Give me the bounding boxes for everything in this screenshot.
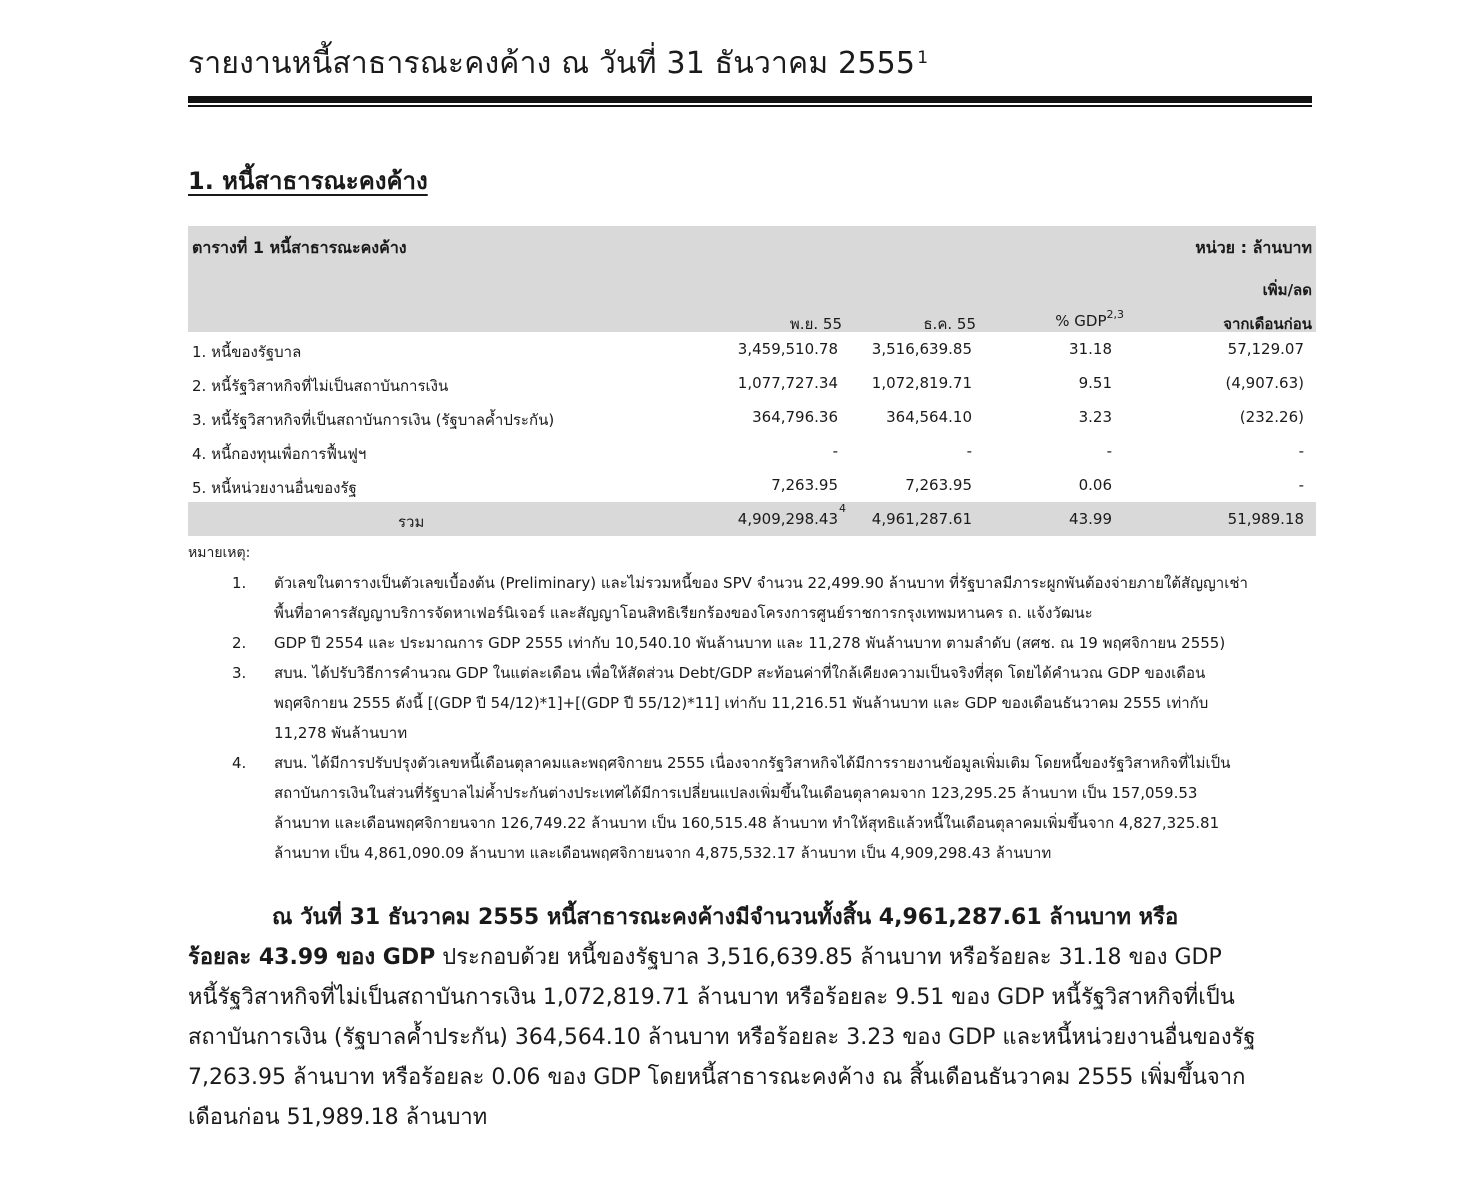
cell-change: (4,907.63) [1225, 374, 1304, 392]
title-footnote-marker: 1 [917, 48, 929, 68]
note-number: 2. [232, 634, 247, 652]
table-row [188, 468, 1316, 502]
table-row [188, 400, 1316, 434]
note-line: ล้านบาท และเดือนพฤศจิกายนจาก 126,749.22 ล้านบาท เป็น 160,515.48 ล้านบาท ทำให้สุทธิแล้วหนี้ในเดือนตุลาคมเพิ่มขึ้นจาก 4,827,325.81 [274, 814, 1220, 832]
summary-line-5: 7,263.95 ล้านบาท หรือร้อยละ 0.06 ของ GDP โดยหนี้สาธารณะคงค้าง ณ สิ้นเดือนธันวาคม 2555 เพิ่มขึ้นจาก [188, 1065, 1246, 1090]
note-item [188, 658, 1318, 748]
note-line: ตัวเลขในตารางเป็นตัวเลขเบื้องต้น (Preliminary) และไม่รวมหนี้ของ SPV จำนวน 22,499.90 ล้านบาท ที่รัฐบาลมีภาระผูกพันต้องจ่ายภายใต้สัญญาเช่า [274, 574, 1248, 592]
note-line: สบน. ได้ปรับวิธีการคำนวณ GDP ในแต่ละเดือน เพื่อให้สัดส่วน Debt/GDP สะท้อนค่าที่ใกล้เคียงความเป็นจริงที่สุด โดยได้คำนวณ GDP ของเดือน [274, 664, 1206, 682]
cell-dec: 7,263.95 [905, 476, 972, 494]
cell-dec: 3,516,639.85 [871, 340, 972, 358]
table-row [188, 366, 1316, 400]
note-text [274, 568, 1314, 628]
note-text [274, 628, 1314, 658]
summary-line-3: หนี้รัฐวิสาหกิจที่ไม่เป็นสถาบันการเงิน 1,072,819.71 ล้านบาท หรือร้อยละ 9.51 ของ GDP หนี้รัฐวิสาหกิจที่เป็น [188, 985, 1235, 1010]
table-body [188, 332, 1316, 536]
cell-gdp: - [1106, 442, 1112, 460]
note-number: 1. [232, 574, 247, 592]
cell-nov: - [832, 442, 838, 460]
table-caption: ตารางที่ 1 หนี้สาธารณะคงค้าง [192, 238, 407, 257]
note-line: สบน. ได้มีการปรับปรุงตัวเลขหนี้เดือนตุลาคมและพฤศจิกายน 2555 เนื่องจากรัฐวิสาหกิจได้มีการรายงานข้อมูลเพิ่มเติม โดยหนี้ของรัฐวิสาหกิจที่ไม่เป็น [274, 754, 1231, 772]
cell-gdp: 0.06 [1078, 476, 1112, 494]
cell-gdp: 43.99 [1069, 510, 1112, 528]
summary-paragraph [188, 898, 1308, 1138]
gdp-footnote-marker: 2,3 [1106, 308, 1124, 321]
row-label: 2. หนี้รัฐวิสาหกิจที่ไม่เป็นสถาบันการเงิน [192, 377, 449, 395]
cell-gdp: 9.51 [1078, 374, 1112, 392]
debt-table [188, 226, 1316, 536]
col-header-change-2: จากเดือนก่อน [1223, 315, 1312, 333]
title-rule-thick [188, 96, 1312, 103]
cell-change: (232.26) [1239, 408, 1304, 426]
summary-line-1: ณ วันที่ 31 ธันวาคม 2555 หนี้สาธารณะคงค้างมีจำนวนทั้งสิ้น 4,961,287.61 ล้านบาท หรือ [272, 905, 1179, 930]
summary-line-6: เดือนก่อน 51,989.18 ล้านบาท [188, 1105, 488, 1130]
note-item [188, 628, 1318, 658]
cell-nov: 7,263.95 [771, 476, 838, 494]
cell-change: 57,129.07 [1227, 340, 1304, 358]
cell-change: 51,989.18 [1227, 510, 1304, 528]
notes-title: หมายเหตุ: [188, 545, 251, 561]
table-row [188, 332, 1316, 366]
col-header-gdp: % GDP$^{2,3}$ [1055, 308, 1124, 330]
summary-line-4: สถาบันการเงิน (รัฐบาลค้ำประกัน) 364,564.10 ล้านบาท หรือร้อยละ 3.23 ของ GDP และหนี้หน่วยงานอื่นของรัฐ [188, 1025, 1256, 1050]
cell-dec: 1,072,819.71 [871, 374, 972, 392]
row-label: รวม [398, 513, 425, 531]
note-item [188, 568, 1318, 628]
note-line: สถาบันการเงินในส่วนที่รัฐบาลไม่ค้ำประกันต่างประเทศได้มีการเปลี่ยนแปลงเพิ่มขึ้นในเดือนตุลาคมจาก 123,295.25 ล้านบาท เป็น 157,059.53 [274, 784, 1198, 802]
note-number: 4. [232, 754, 247, 772]
row-label: 5. หนี้หน่วยงานอื่นของรัฐ [192, 479, 357, 497]
cell-nov: 3,459,510.78 [737, 340, 838, 358]
col-header-change-1: เพิ่ม/ลด [1262, 281, 1312, 299]
cell-dec: 4,961,287.61 [871, 510, 972, 528]
note-line: พื้นที่อาคารสัญญาบริการจัดหาเฟอร์นิเจอร์ และสัญญาโอนสิทธิเรียกร้องของโครงการศูนย์ราชการกรุงเทพมหานคร ถ. แจ้งวัฒนะ [274, 604, 1093, 622]
cell-gdp: 31.18 [1069, 340, 1112, 358]
col-header-nov: พ.ย. 55 [789, 315, 842, 333]
cell-dec: - [966, 442, 972, 460]
cell-gdp: 3.23 [1078, 408, 1112, 426]
page-title: รายงานหนี้สาธารณะคงค้าง ณ วันที่ 31 ธันวาคม 2555 $^1$ [188, 46, 929, 81]
cell-dec: 364,564.10 [886, 408, 972, 426]
note-line: พฤศจิกายน 2555 ดังนี้ [(GDP ปี 54/12)*1]+[(GDP ปี 55/12)*11] เท่ากับ 11,216.51 พันล้านบาท และ GDP ของเดือนธันวาคม 2555 เท่ากับ [274, 694, 1209, 712]
cell-nov: 4,909,298.43 4 [737, 502, 846, 528]
cell-nov: 1,077,727.34 [737, 374, 838, 392]
note-number: 3. [232, 664, 247, 682]
table-row [188, 434, 1316, 468]
row-label: 4. หนี้กองทุนเพื่อการฟื้นฟูฯ [192, 445, 367, 463]
col-header-dec: ธ.ค. 55 [923, 315, 976, 333]
total-footnote-marker: 4 [839, 502, 846, 515]
cell-change: - [1298, 476, 1304, 494]
note-item [188, 748, 1318, 868]
title-rule-thin [188, 105, 1312, 107]
note-line: 11,278 พันล้านบาท [274, 724, 408, 742]
table-header [188, 226, 1316, 332]
table-unit: หน่วย : ล้านบาท [1195, 238, 1312, 257]
row-label: 1. หนี้ของรัฐบาล [192, 343, 302, 361]
table-total-row [188, 502, 1316, 536]
note-text [274, 658, 1314, 748]
note-text [274, 748, 1314, 868]
row-label: 3. หนี้รัฐวิสาหกิจที่เป็นสถาบันการเงิน (รัฐบาลค้ำประกัน) [192, 411, 555, 429]
summary-line-2: ร้อยละ 43.99 ของ GDP ประกอบด้วย หนี้ของรัฐบาล 3,516,639.85 ล้านบาท หรือร้อยละ 31.18 ของ GDP [188, 945, 1222, 970]
section-heading: 1. หนี้สาธารณะคงค้าง [188, 167, 428, 195]
note-line: GDP ปี 2554 และ ประมาณการ GDP 2555 เท่ากับ 10,540.10 พันล้านบาท และ 11,278 พันล้านบาท ตามลำดับ (สศช. ณ 19 พฤศจิกายน 2555) [274, 634, 1226, 652]
cell-nov: 364,796.36 [752, 408, 838, 426]
cell-change: - [1298, 442, 1304, 460]
note-line: ล้านบาท เป็น 4,861,090.09 ล้านบาท และเดือนพฤศจิกายนจาก 4,875,532.17 ล้านบาท เป็น 4,909,298.43 ล้านบาท [274, 844, 1052, 862]
